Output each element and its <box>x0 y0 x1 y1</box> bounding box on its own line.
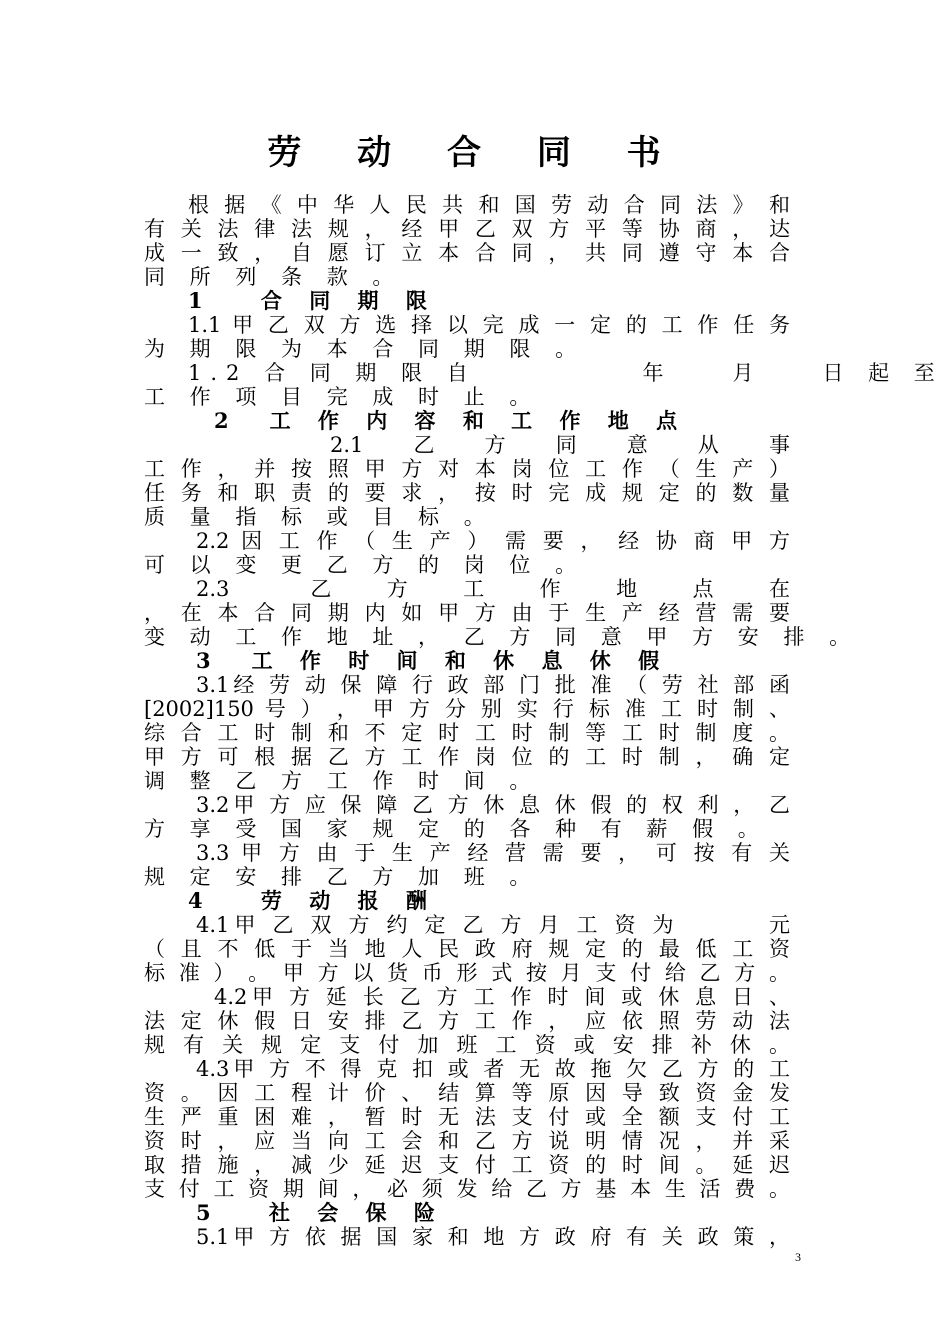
text-line: 可 以 变 更 乙 方 的 岗 位 。 <box>144 553 586 577</box>
text-line: 3.2甲 方 应 保 障 乙 方 休 息 休 假 的 权 利 ， 乙 <box>196 793 790 817</box>
text-line: 质 量 指 标 或 目 标 。 <box>144 505 494 529</box>
text-line: 4.1甲 乙 双 方 约 定 乙 方 月 工 资 为 元 <box>196 913 790 937</box>
text-line: 有 关 法 律 法 规 ， 经 甲 乙 双 方 平 等 协 商 ， 达 <box>144 217 790 241</box>
text-line: 3.3 甲 方 由 于 生 产 经 营 需 要 ， 可 按 有 关 <box>196 841 790 865</box>
text-line: 生 严 重 困 难 ， 暂 时 无 法 支 付 或 全 额 支 付 工 <box>144 1105 790 1129</box>
text-line: 规 有 关 规 定 支 付 加 班 工 资 或 安 排 补 休 。 <box>144 1033 790 1057</box>
text-line: 调 整 乙 方 工 作 时 间 。 <box>144 769 540 793</box>
section-heading: 1 合 同 期 限 <box>188 288 437 313</box>
text-line: 工 作 ， 并 按 照 甲 方 对 本 岗 位 工 作 （ 生 产 ） <box>144 457 790 481</box>
text-line: 2.2 因 工 作 （ 生 产 ） 需 要 ， 经 协 商 甲 方 <box>196 529 790 553</box>
text-line: 规 定 安 排 乙 方 加 班 。 <box>144 865 540 889</box>
text-line: 4.2甲 方 延 长 乙 方 工 作 时 间 或 休 息 日 、 <box>214 985 790 1009</box>
text-line: [2002]150 号 ） ， 甲 方 分 别 实 行 标 准 工 时 制 、 <box>144 697 790 721</box>
text-line: 根 据 《 中 华 人 民 共 和 国 劳 动 合 同 法 》 和 <box>188 193 790 217</box>
text-line: 2.1 乙 方 同 意 从 事 <box>330 433 790 457</box>
document-title: 劳 动 合 同 书 <box>267 133 683 173</box>
text-line: （ 且 不 低 于 当 地 人 民 政 府 规 定 的 最 低 工 资 <box>144 937 790 961</box>
text-line: 变 动 工 作 地 址 ， 乙 方 同 意 甲 方 安 排 。 <box>144 625 860 649</box>
text-line: 同 所 列 条 款 。 <box>144 265 403 289</box>
text-line: 工 作 项 目 完 成 时 止 。 <box>144 385 540 409</box>
text-line: 资 。 因 工 程 计 价 、 结 算 等 原 因 导 致 资 金 发 <box>144 1081 790 1105</box>
page-number: 3 <box>795 1250 801 1264</box>
text-line: 5.1甲 方 依 据 国 家 和 地 方 政 府 有 关 政 策 ， <box>196 1225 790 1249</box>
text-line: 法 定 休 假 日 安 排 乙 方 工 作 ， 应 依 照 劳 动 法 <box>144 1009 790 1033</box>
text-line: 甲 方 可 根 据 乙 方 工 作 岗 位 的 工 时 制 ， 确 定 <box>144 745 790 769</box>
text-line: 1.2 合 同 期 限 自 年 月 日 起 至 <box>188 361 944 385</box>
text-line: 1.1 甲 乙 双 方 选 择 以 完 成 一 定 的 工 作 任 务 <box>188 313 790 337</box>
text-line: 综 合 工 时 制 和 不 定 时 工 时 制 等 工 时 制 度 。 <box>144 721 790 745</box>
text-line: 成 一 致 ， 自 愿 订 立 本 合 同 ， 共 同 遵 守 本 合 <box>144 241 790 265</box>
text-line: 取 措 施 ， 减 少 延 迟 支 付 工 资 的 时 间 。 延 迟 <box>144 1153 790 1177</box>
section-heading: 3 工 作 时 间 和 休 息 休 假 <box>196 648 670 673</box>
section-heading: 5 社 会 保 险 <box>196 1200 445 1225</box>
text-line: 2.3 乙 方 工 作 地 点 在 <box>196 577 790 601</box>
section-heading: 4 劳 动 报 酬 <box>188 888 437 913</box>
text-line: 任 务 和 职 责 的 要 求 ， 按 时 完 成 规 定 的 数 量 <box>144 481 790 505</box>
text-line: 资 时 ， 应 当 向 工 会 和 乙 方 说 明 情 况 ， 并 采 <box>144 1129 790 1153</box>
text-line: 支 付 工 资 期 间 ， 必 须 发 给 乙 方 基 本 生 活 费 。 <box>144 1177 790 1201</box>
text-line: 为 期 限 为 本 合 同 期 限 。 <box>144 337 586 361</box>
text-line: ， 在 本 合 同 期 内 如 甲 方 由 于 生 产 经 营 需 要 <box>144 601 790 625</box>
section-heading: 2 工 作 内 容 和 工 作 地 点 <box>214 408 688 433</box>
text-line: 4.3甲 方 不 得 克 扣 或 者 无 故 拖 欠 乙 方 的 工 <box>196 1057 790 1081</box>
text-line: 方 享 受 国 家 规 定 的 各 种 有 薪 假 。 <box>144 817 768 841</box>
text-line: 3.1经 劳 动 保 障 行 政 部 门 批 准 （ 劳 社 部 函 <box>196 673 790 697</box>
text-line: 标 准 ） 。 甲 方 以 货 币 形 式 按 月 支 付 给 乙 方 。 <box>144 961 790 985</box>
